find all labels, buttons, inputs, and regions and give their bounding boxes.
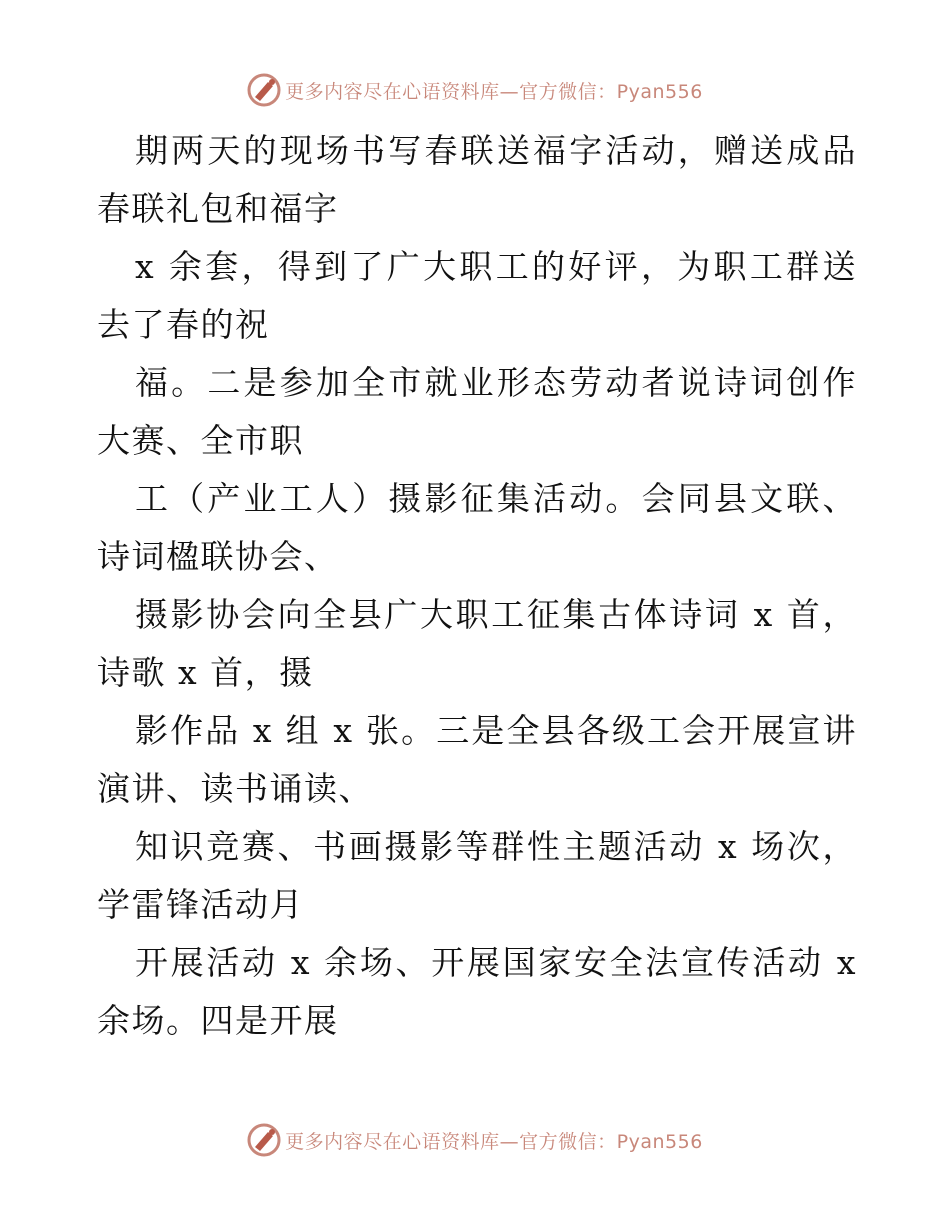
paragraph: 期两天的现场书写春联送福字活动，赠送成品春联礼包和福字 — [97, 131, 857, 228]
header-watermark — [0, 70, 950, 110]
paragraph: 摄影协会向全县广大职工征集古体诗词 x 首，诗歌 x 首，摄 — [97, 595, 857, 692]
paragraph: 影作品 x 组 x 张。三是全县各级工会开展宣讲演讲、读书诵读、 — [97, 711, 857, 808]
watermark-text: 更多内容尽在心语资料库—官方微信：Pyan556 — [285, 1130, 703, 1153]
paragraph: 福。二是参加全市就业形态劳动者说诗词创作大赛、全市职 — [97, 363, 857, 460]
paragraph: 开展活动 x 余场、开展国家安全法宣传活动 x 余场。四是开展 — [97, 943, 857, 1040]
paragraph: 知识竞赛、书画摄影等群性主题活动 x 场次，学雷锋活动月 — [97, 827, 857, 924]
pen-badge-icon — [247, 73, 281, 107]
watermark-text: 更多内容尽在心语资料库—官方微信：Pyan556 — [285, 80, 703, 103]
paragraph: 工（产业工人）摄影征集活动。会同县文联、诗词楹联协会、 — [97, 479, 857, 576]
paragraph: x 余套，得到了广大职工的好评，为职工群送去了春的祝 — [97, 247, 857, 344]
document-body — [97, 122, 857, 1050]
footer-watermark — [0, 1120, 950, 1160]
pen-badge-icon — [247, 1123, 281, 1157]
